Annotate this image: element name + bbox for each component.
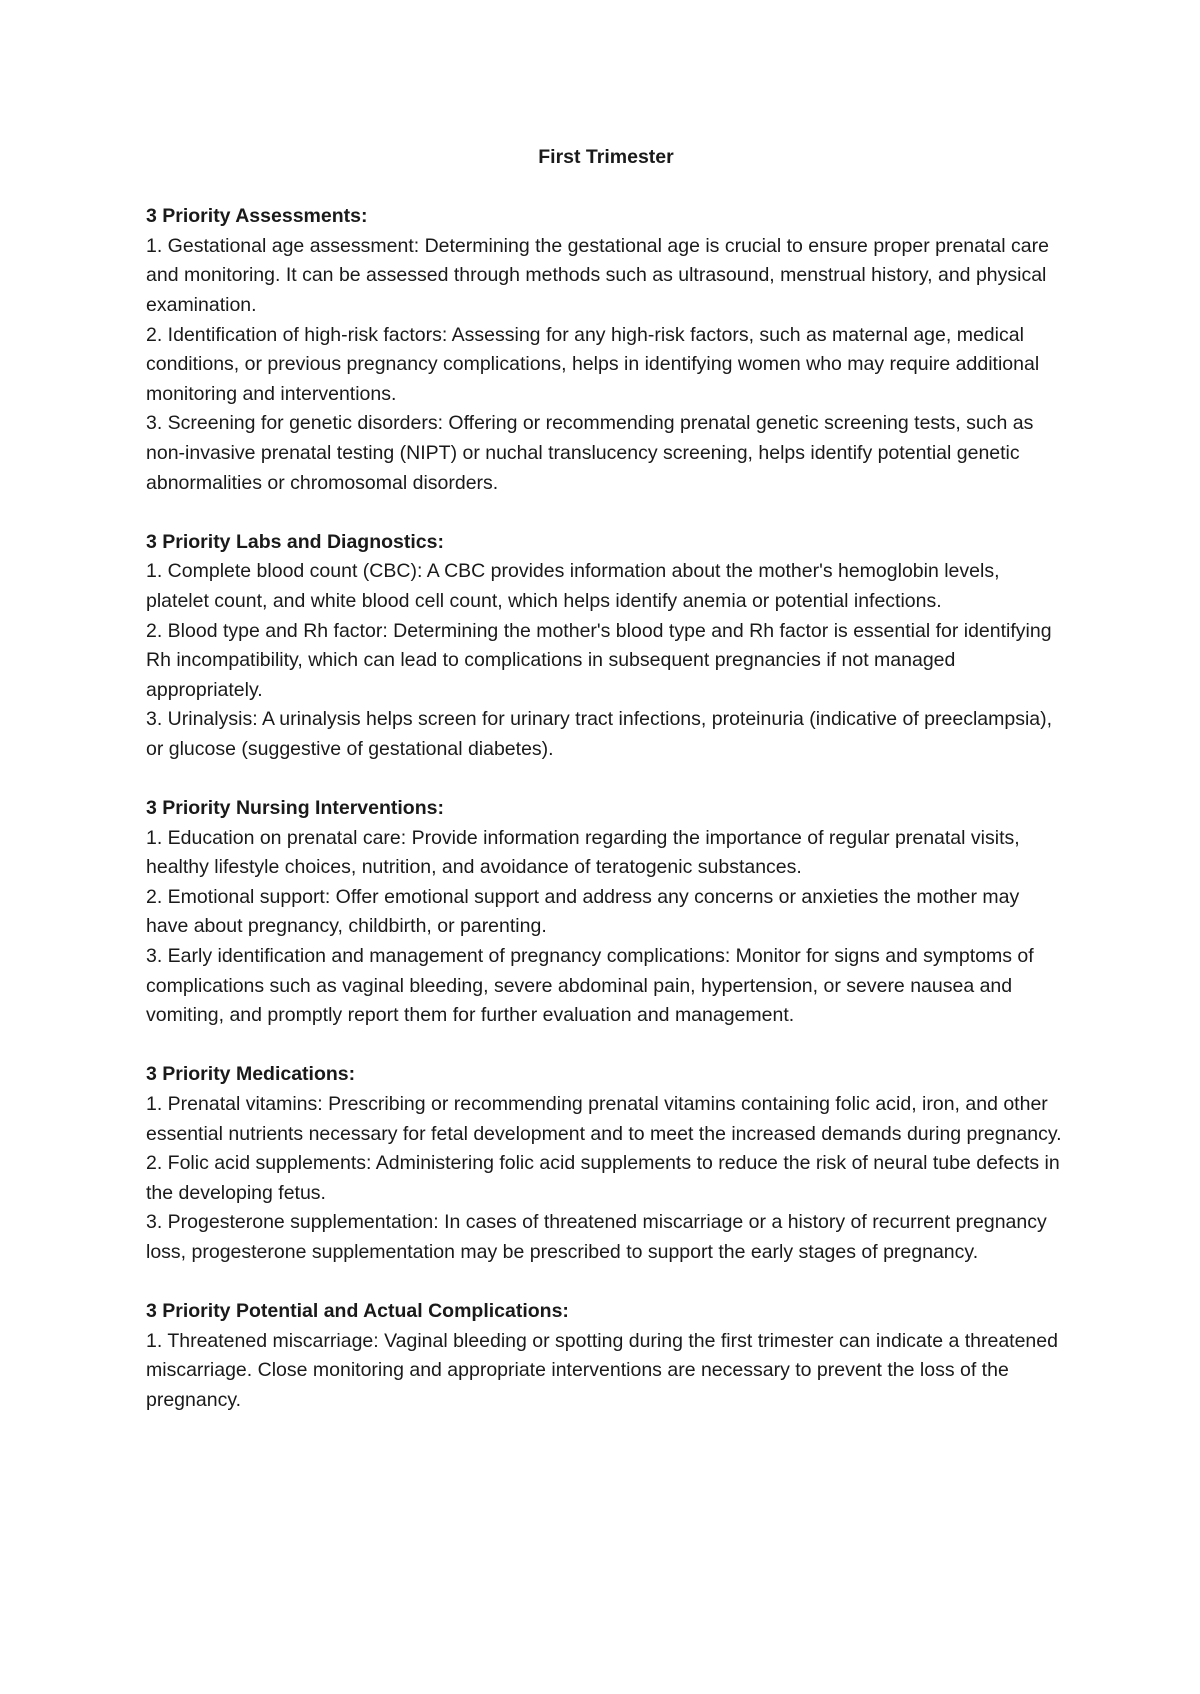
list-item: 1. Complete blood count (CBC): A CBC provides information about the mother's hemoglobin levels, platelet count, and white blood cell count, which helps identify anemia or potential infections. bbox=[146, 560, 1000, 612]
list-item: 3. Urinalysis: A urinalysis helps screen for urinary tract infections, proteinuria (indicative of preeclampsia), or glucose (suggestive of gestational diabetes). bbox=[146, 708, 1053, 760]
section-medications bbox=[146, 1060, 1066, 1267]
list-item: 1. Prenatal vitamins: Prescribing or recommending prenatal vitamins containing folic acid, iron, and other essential nutrients necessary for fetal development and to meet the increased demands during pregnancy. bbox=[146, 1093, 1062, 1145]
document-body bbox=[146, 143, 1066, 1445]
section-heading: 3 Priority Assessments: bbox=[146, 205, 368, 228]
section-assessments bbox=[146, 202, 1066, 498]
list-item: 3. Screening for genetic disorders: Offering or recommending prenatal genetic screening tests, such as non-invasive prenatal testing (NIPT) or nuchal translucency screening, helps identify potential genetic abnormalities or chromosomal disorders. bbox=[146, 412, 1034, 494]
section-heading: 3 Priority Medications: bbox=[146, 1063, 356, 1086]
section-labs-diagnostics bbox=[146, 528, 1066, 765]
list-item: 1. Education on prenatal care: Provide information regarding the importance of regular prenatal visits, healthy lifestyle choices, nutrition, and avoidance of teratogenic substances. bbox=[146, 826, 1020, 879]
list-item: 2. Identification of high-risk factors: Assessing for any high-risk factors, such as maternal age, medical conditions, or previous pregnancy complications, helps in identifying women who may require additional monitoring and interventions. bbox=[146, 323, 1040, 405]
section-nursing-interventions bbox=[146, 794, 1066, 1031]
section-heading: 3 Priority Nursing Interventions: bbox=[146, 797, 444, 820]
section-complications bbox=[146, 1297, 1066, 1415]
list-item: 3. Progesterone supplementation: In cases of threatened miscarriage or a history of recurrent pregnancy loss, progesterone supplementation may be prescribed to support the early stages of pregnancy. bbox=[146, 1211, 1047, 1263]
list-item: 2. Emotional support: Offer emotional support and address any concerns or anxieties the mother may have about pregnancy, childbirth, or parenting. bbox=[146, 885, 1020, 938]
list-item: 2. Folic acid supplements: Administering folic acid supplements to reduce the risk of neural tube defects in the developing fetus. bbox=[146, 1152, 1060, 1204]
list-item: 3. Early identification and management of pregnancy complications: Monitor for signs and symptoms of complications such as vaginal bleeding, severe abdominal pain, hypertension, or severe nausea and vomiting, and promptly report them for further evaluation and management. bbox=[146, 945, 1034, 1027]
list-item: 2. Blood type and Rh factor: Determining the mother's blood type and Rh factor is essential for identifying Rh incompatibility, which can lead to complications in subsequent pregnancies if not managed appropriately. bbox=[146, 619, 1052, 701]
document-title: First Trimester bbox=[538, 146, 674, 168]
section-heading: 3 Priority Labs and Diagnostics: bbox=[146, 530, 444, 553]
section-heading: 3 Priority Potential and Actual Complications: bbox=[146, 1300, 569, 1323]
list-item: 1. Threatened miscarriage: Vaginal bleeding or spotting during the first trimester can indicate a threatened miscarriage. Close monitoring and appropriate interventions are necessary to prevent the loss of the pregnancy. bbox=[146, 1329, 1058, 1411]
list-item: 1. Gestational age assessment: Determining the gestational age is crucial to ensure proper prenatal care and monitoring. It can be assessed through methods such as ultrasound, menstrual history, and physical examination. bbox=[146, 234, 1049, 316]
